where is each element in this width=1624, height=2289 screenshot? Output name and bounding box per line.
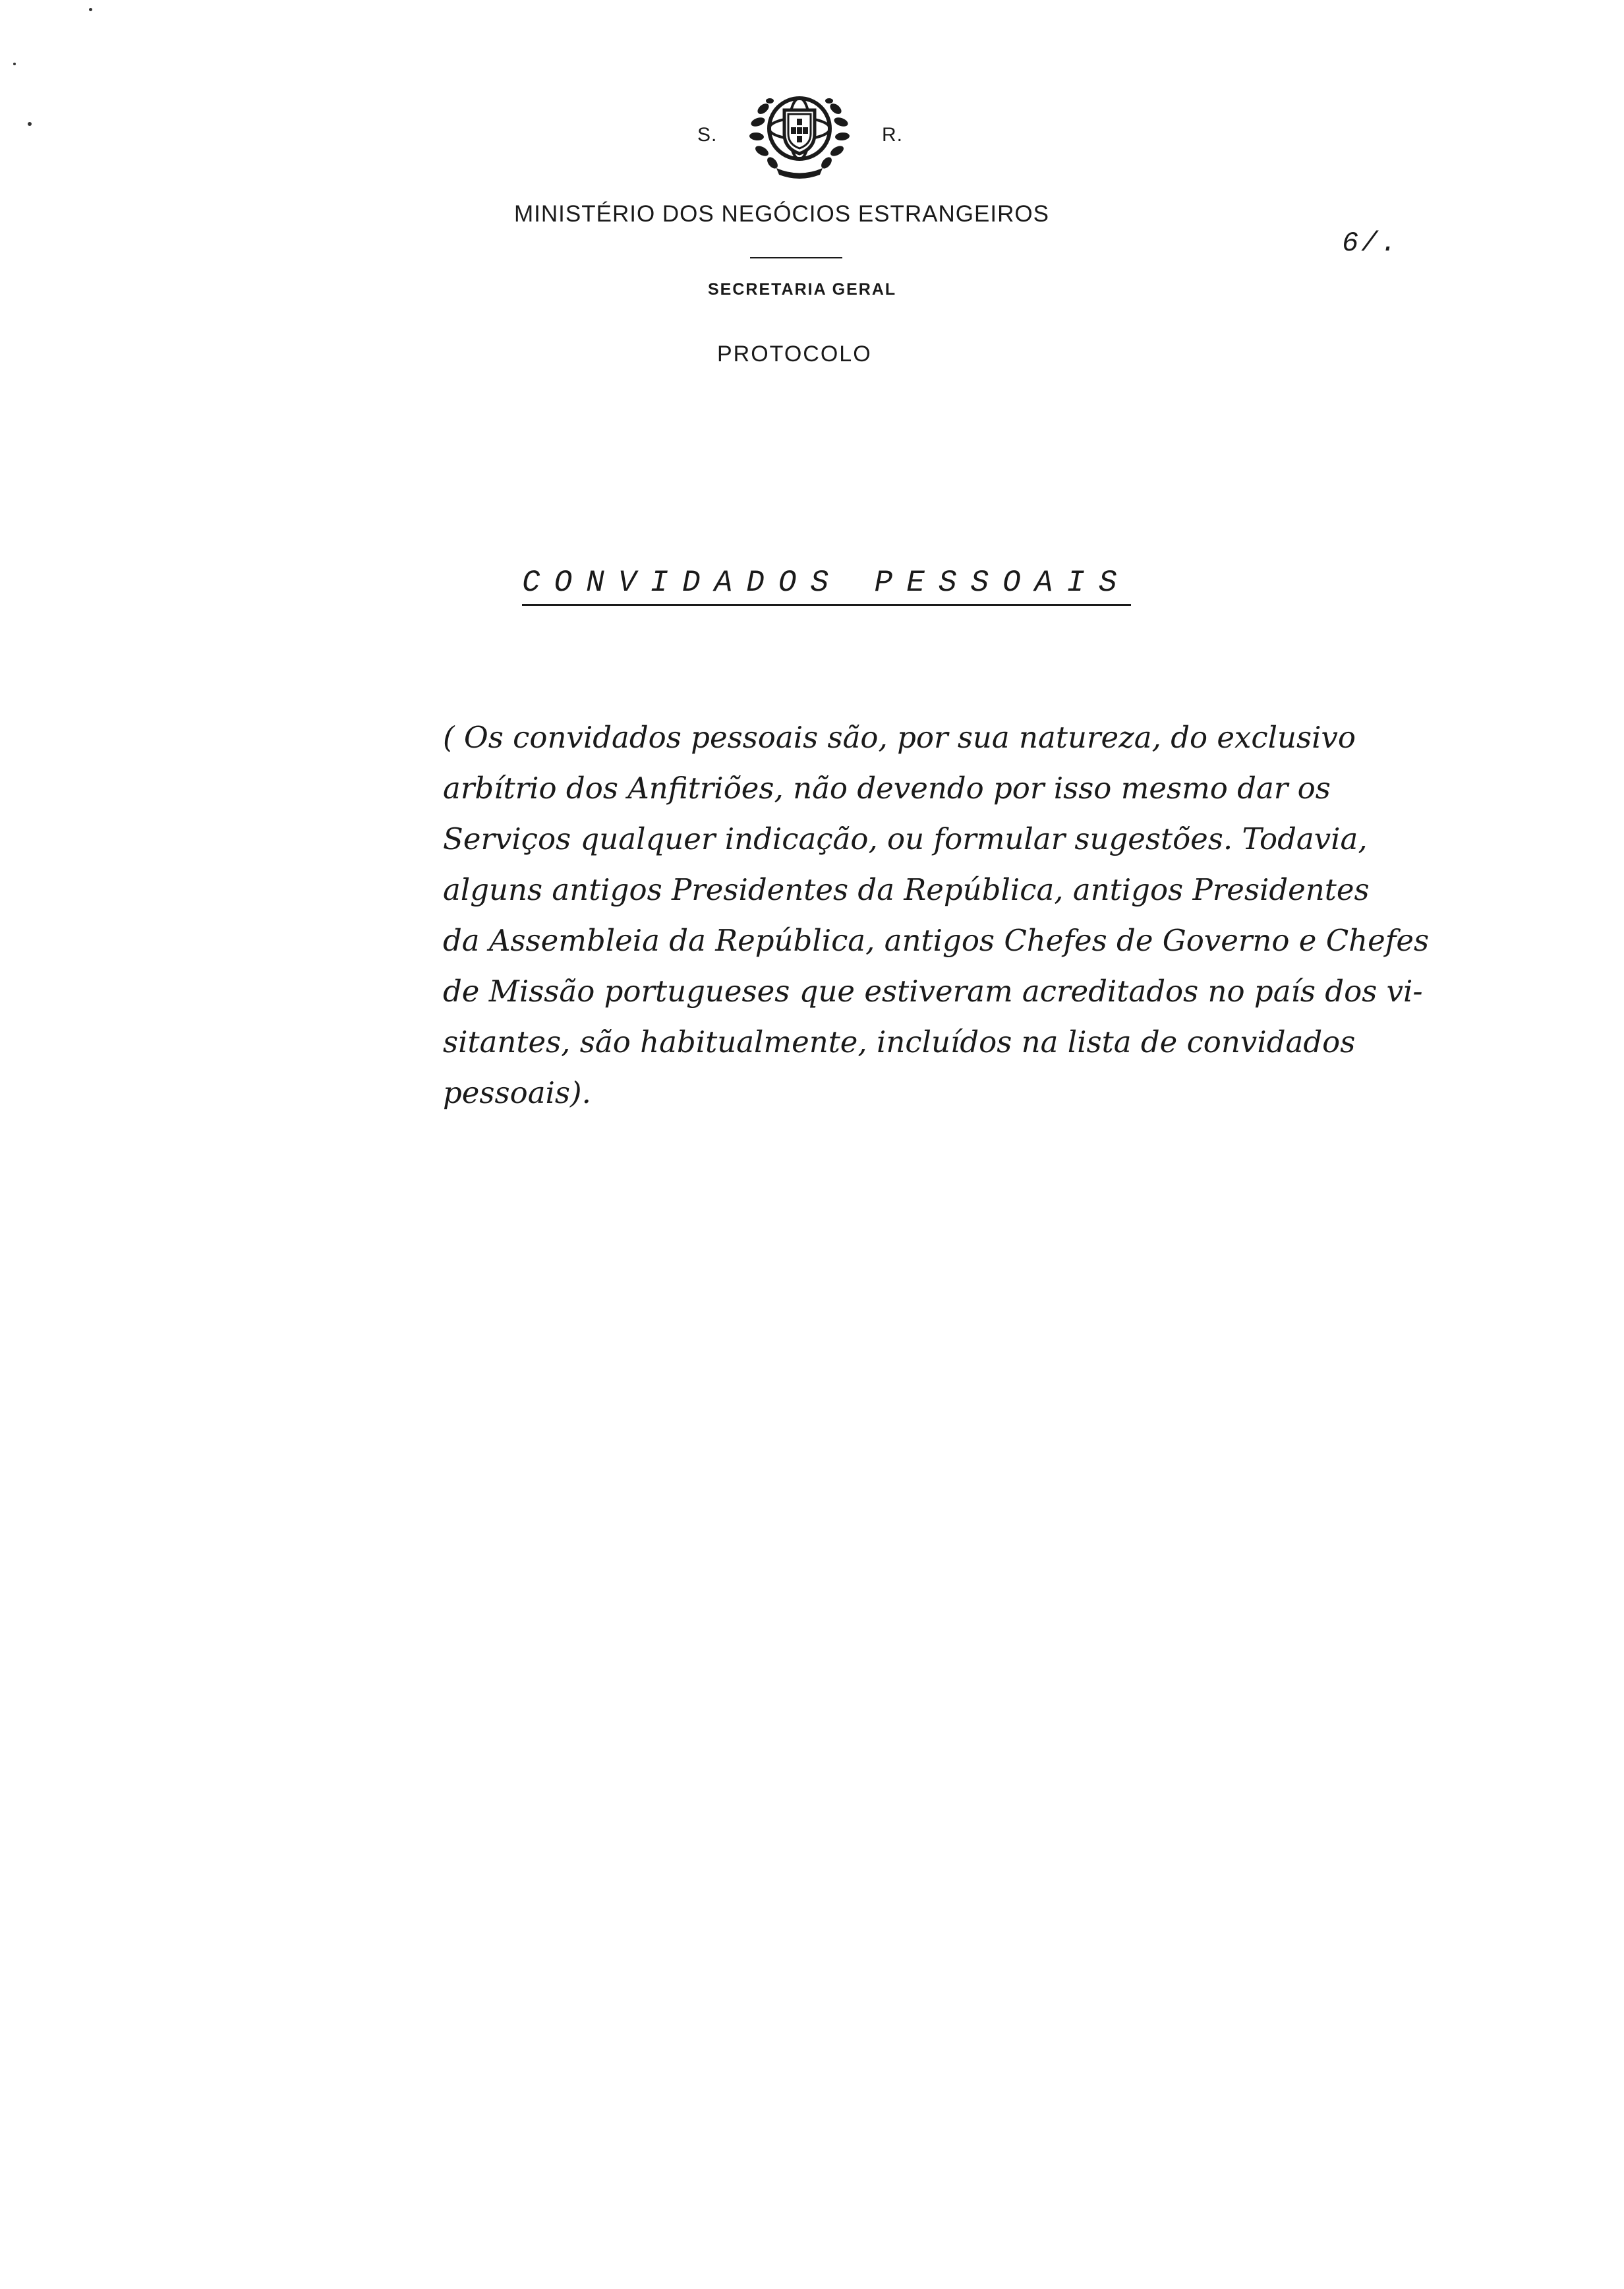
body-line: da Assembleia da República, antigos Chefes de Governo e Chefes bbox=[443, 923, 1430, 958]
department-name: SECRETARIA GERAL bbox=[708, 280, 897, 299]
letterhead-divider bbox=[750, 257, 842, 258]
scan-speck bbox=[13, 63, 16, 65]
page-number: 6/. bbox=[1342, 227, 1400, 259]
body-line: Serviços qualquer indicação, ou formular sugestões. Todavia, bbox=[443, 821, 1368, 856]
letterhead-initial-s: S. bbox=[697, 124, 718, 146]
body-line: pessoais). bbox=[443, 1075, 591, 1110]
scan-speck bbox=[89, 8, 92, 11]
document-title: CONVIDADOS PESSOAIS bbox=[522, 566, 1131, 606]
letterhead-initial-r: R. bbox=[882, 124, 903, 146]
body-paragraph bbox=[443, 712, 1524, 1118]
body-line: sitantes, são habitualmente, incluídos na lista de convidados bbox=[443, 1025, 1356, 1059]
section-name: PROTOCOLO bbox=[717, 342, 872, 367]
ministry-name: MINISTÉRIO DOS NEGÓCIOS ESTRANGEIROS bbox=[514, 201, 1049, 227]
coat-of-arms-icon bbox=[743, 82, 856, 181]
body-line: alguns antigos Presidentes da República, antigos Presidentes bbox=[443, 872, 1370, 907]
body-line: arbítrio dos Anfitriões, não devendo por isso mesmo dar os bbox=[443, 771, 1331, 806]
body-line: de Missão portugueses que estiveram acreditados no país dos vi- bbox=[443, 974, 1423, 1009]
body-line: ( Os convidados pessoais são, por sua natureza, do exclusivo bbox=[443, 720, 1356, 755]
